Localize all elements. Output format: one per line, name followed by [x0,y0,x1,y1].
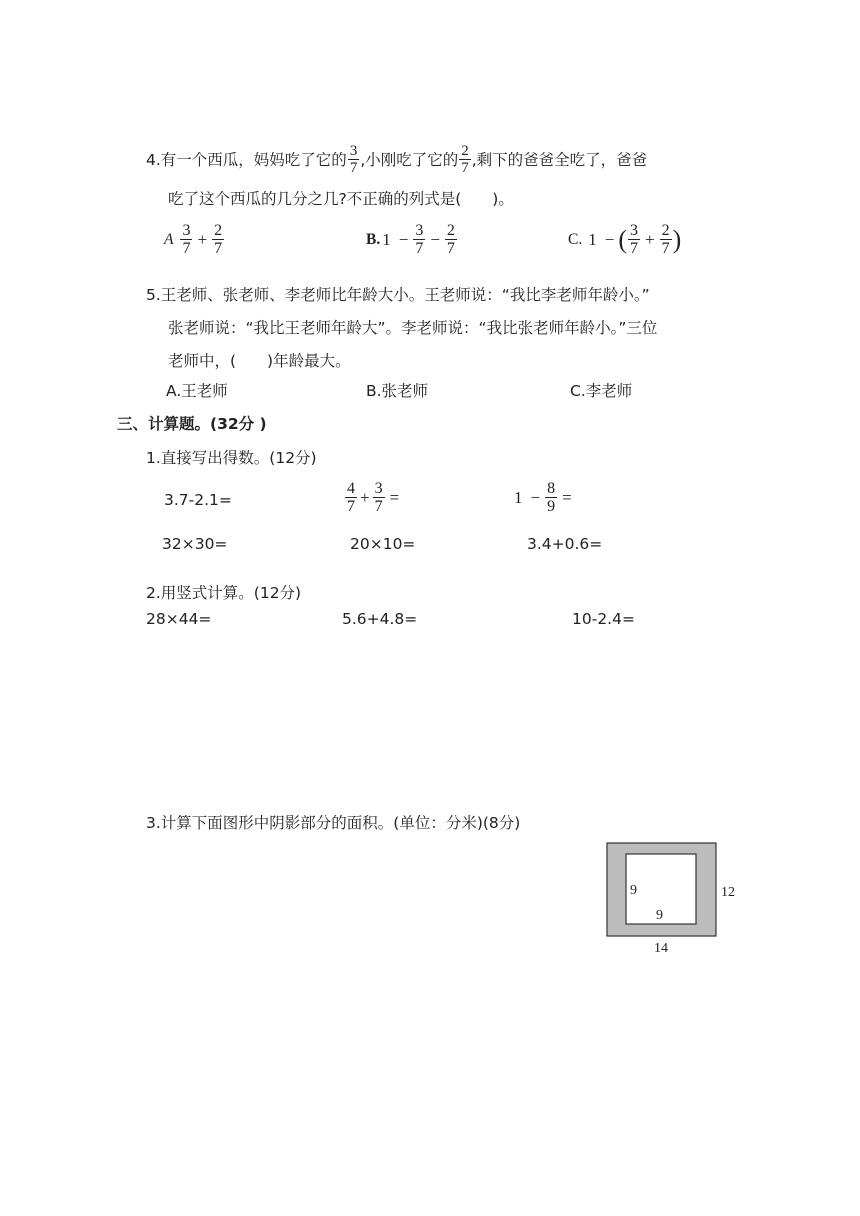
label-inner-bottom: 9 [656,908,663,923]
q4-number: 4. [146,150,161,169]
number-one: 1 [588,229,597,249]
label-inner-left: 9 [630,883,637,898]
q5-line2: 张老师说：“我比王老师年龄大”。李老师说：“我比张老师年龄小。”三位 [168,319,658,337]
part1-expr-4: 32×30= [162,535,228,553]
label-outer-height: 12 [721,885,735,900]
option-label: B. [366,230,381,248]
fraction: $\frac{4}{7}$ [347,480,355,515]
label-outer-width: 14 [654,941,668,956]
option-label: C. [568,230,583,248]
part2-title: 2.用竖式计算。(12分) [146,584,302,602]
q4-option-c [568,222,681,257]
part2-expr-3: 10-2.4= [572,610,635,628]
fraction: $\frac{3}{7}$ [415,222,424,257]
q4-fraction-mother: $\frac{3}{7}$ [349,143,358,176]
q5-option-c: C.李老师 [570,382,633,400]
fraction: $\frac{2}{7}$ [446,222,455,257]
q4-text-part3: ,剩下的爸爸全吃了，爸爸 [471,150,648,169]
q4-line1 [146,143,647,176]
part1-title: 1.直接写出得数。(12分) [146,449,317,467]
fraction: $\frac{3}{7}$ [629,222,638,257]
q4-text-part1: 有一个西瓜，妈妈吃了它的 [160,150,347,169]
fraction: $\frac{3}{7}$ [182,222,191,257]
equals: = [389,487,400,507]
operator: − [604,229,615,249]
shaded-area-figure [598,838,748,962]
operator: + [360,487,370,507]
q5-line1: 5.王老师、张老师、李老师比年龄大小。王老师说：“我比李老师年龄小。” [146,286,650,304]
q4-option-a [164,222,225,257]
left-paren: ( [618,224,627,254]
q4-line2: 吃了这个西瓜的几分之几?不正确的列式是( )。 [168,190,514,208]
right-paren: ) [672,224,682,254]
operator: − [398,229,409,249]
part1-expr-5: 20×10= [350,535,416,553]
equals: = [562,487,572,507]
operator: − [530,487,541,507]
q5-option-b: B.张老师 [366,382,429,400]
part1-expr-3 [514,480,576,515]
section3-title: 三、计算题。(32分 ) [117,415,267,433]
fraction: $\frac{8}{9}$ [547,480,556,515]
number-one: 1 [514,487,523,507]
operator: + [644,229,655,249]
operator: + [197,229,208,249]
number-one: 1 [382,229,391,249]
part1-expr-1: 3.7-2.1= [164,491,232,509]
part2-expr-1: 28×44= [146,610,212,628]
part2-expr-2: 5.6+4.8= [342,610,418,628]
q5-option-a: A.王老师 [166,382,228,400]
q4-fraction-xiaogang: $\frac{2}{7}$ [461,143,469,176]
fraction: $\frac{2}{7}$ [214,222,223,257]
part3-title: 3.计算下面图形中阴影部分的面积。(单位：分米)(8分) [146,814,521,832]
q4-text-part2: ,小刚吃了它的 [360,150,459,169]
q5-line3: 老师中，( )年龄最大。 [168,352,351,370]
fraction: $\frac{3}{7}$ [374,480,383,515]
q4-option-b [366,222,458,257]
option-label: A [164,230,174,248]
part1-expr-6: 3.4+0.6= [527,535,603,553]
operator: − [430,229,440,249]
part1-expr-2 [344,480,403,515]
fraction: $\frac{2}{7}$ [661,222,670,257]
